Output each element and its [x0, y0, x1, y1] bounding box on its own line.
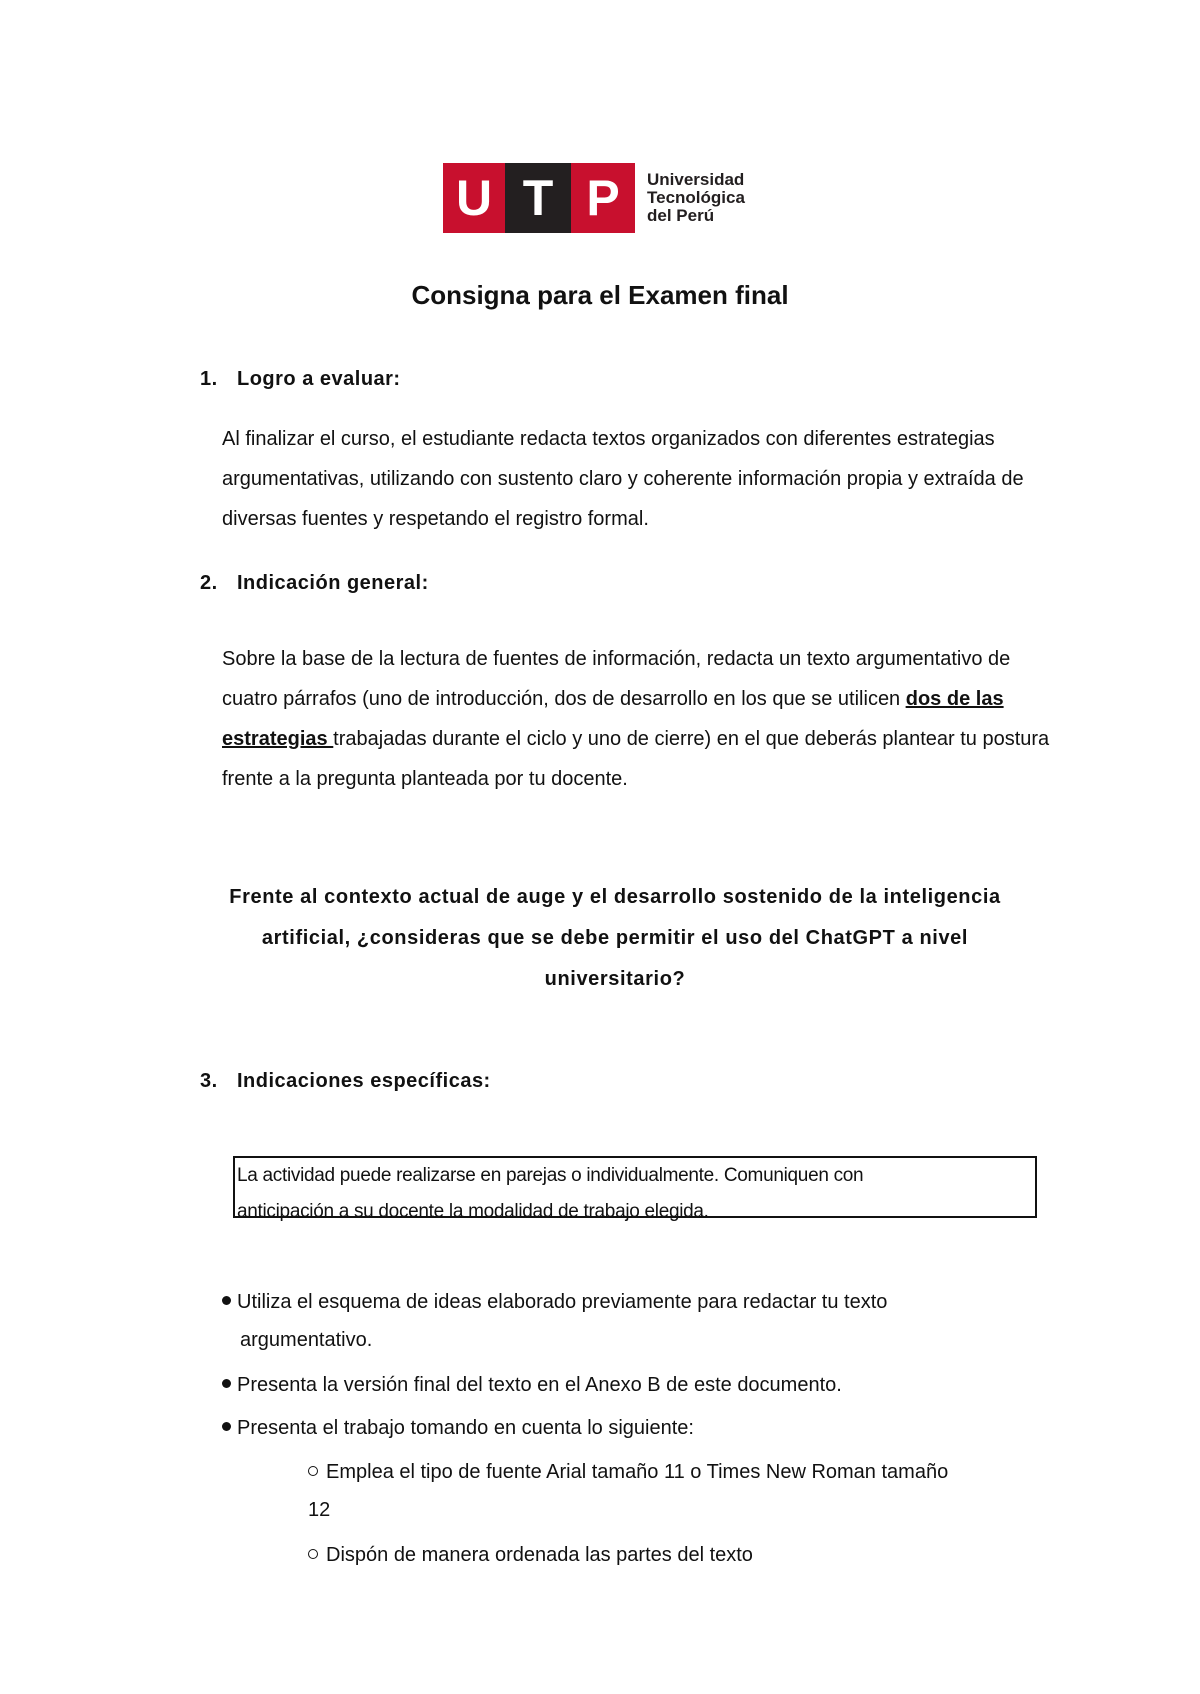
- section-heading-3: [200, 1070, 491, 1093]
- utp-logo: [443, 163, 745, 233]
- section-heading-text: Logro a evaluar:: [237, 368, 401, 390]
- section-heading-text: Indicación general:: [237, 572, 429, 594]
- sub-list-item: [308, 1453, 1028, 1529]
- sub-list-item: [308, 1536, 1028, 1574]
- document-title: Consigna para el Examen final: [411, 280, 789, 310]
- emphasis-text: dos de las estrategias: [222, 688, 1004, 750]
- exam-question: Frente al contexto actual de auge y el desarrollo sostenido de la inteligencia artificial, ¿consideras que se debe permitir el uso del ChatGPT a nivel universitario?: [229, 886, 1001, 990]
- note-line: anticipación a su docente la modalidad de trabajo elegida.: [237, 1201, 709, 1222]
- list-item-text: argumentativo.: [240, 1329, 373, 1351]
- logo-text-line: del Perú: [647, 206, 715, 225]
- logo-text-line: Universidad: [647, 170, 745, 189]
- logo-letter-t: T: [505, 163, 571, 233]
- logo-letter-u: U: [443, 163, 505, 233]
- list-item: [222, 1409, 1052, 1447]
- logo-letter-p: P: [571, 163, 635, 233]
- section-number: 3.: [200, 1070, 218, 1092]
- section-heading-text: Indicaciones específicas:: [237, 1070, 491, 1092]
- section-2-body: [222, 639, 1052, 799]
- list-item-text: Emplea el tipo de fuente Arial tamaño 11 o Times New Roman tamaño: [326, 1461, 949, 1483]
- list-item-text: Presenta el trabajo tomando en cuenta lo siguiente:: [237, 1417, 694, 1439]
- logo-letters: [443, 163, 635, 233]
- section-heading-2: [200, 572, 429, 595]
- list-item-text: 12: [308, 1499, 331, 1521]
- bullet-icon: [222, 1422, 231, 1431]
- list-item: [222, 1366, 1052, 1404]
- logo-text-line: Tecnológica: [647, 188, 745, 207]
- bullet-icon: [222, 1296, 231, 1305]
- bullet-icon: [222, 1379, 231, 1388]
- list-item-text: Presenta la versión final del texto en el Anexo B de este documento.: [237, 1374, 842, 1396]
- list-item: [222, 1283, 1052, 1359]
- section-heading-1: [200, 368, 401, 391]
- body-text: Sobre la base de la lectura de fuentes de información, redacta un texto argumentativo de cuatro párrafos (uno de introducción, dos de desarrollo en los que se utilicen: [222, 648, 1011, 710]
- body-text: trabajadas durante el ciclo y uno de cierre) en el que deberás plantear tu postura frente a la pregunta planteada por tu docente.: [222, 728, 1050, 790]
- section-number: 1.: [200, 368, 218, 390]
- list-item-text: Utiliza el esquema de ideas elaborado previamente para redactar tu texto: [237, 1291, 888, 1313]
- list-item-text: Dispón de manera ordenada las partes del texto: [326, 1544, 753, 1566]
- section-number: 2.: [200, 572, 218, 594]
- circle-bullet-icon: [308, 1549, 318, 1559]
- logo-wordmark: [647, 171, 745, 225]
- note-line: La actividad puede realizarse en parejas o individualmente. Comuniquen con: [237, 1165, 864, 1186]
- circle-bullet-icon: [308, 1466, 318, 1476]
- section-1-body: Al finalizar el curso, el estudiante redacta textos organizados con diferentes estrategias argumentativas, utilizando con sustento claro y coherente información propia y extraída de diversas fuentes y respetando el registro formal.: [222, 428, 1024, 530]
- note-box: [233, 1156, 1037, 1222]
